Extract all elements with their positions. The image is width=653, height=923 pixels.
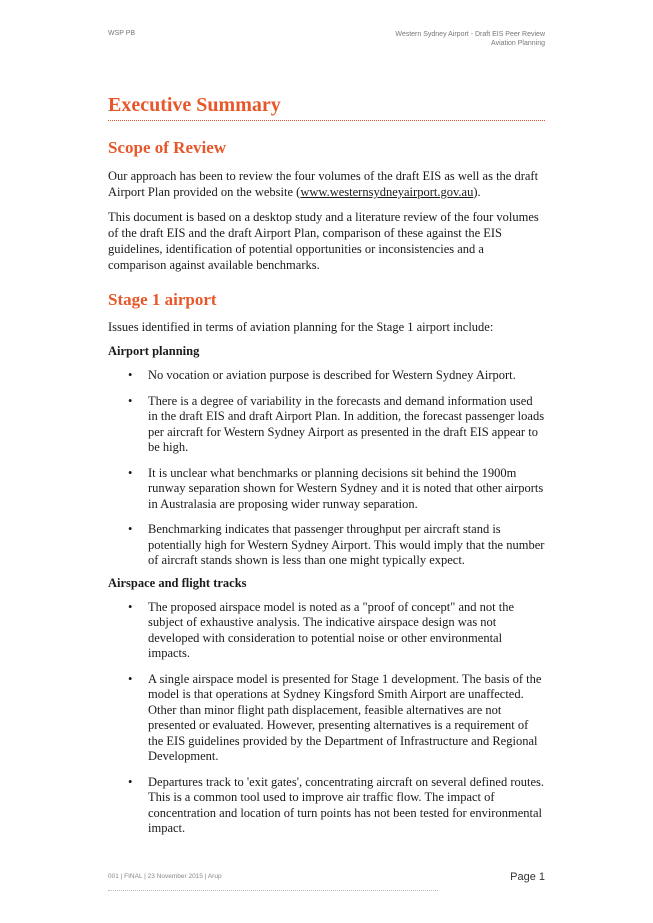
airspace-heading: Airspace and flight tracks [108, 575, 247, 590]
list-item [108, 522, 545, 569]
list-item [108, 672, 545, 765]
footer-file-path-rule [108, 886, 438, 891]
stage1-heading: Stage 1 airport [108, 290, 217, 309]
list-item [108, 600, 545, 662]
list-item-text: A single airspace model is presented for Stage 1 development. The basis of the model is that operations at Sydney Kingsford Smith Airport are unaffected. Other than minor flight path displacement, feasible alternatives are not presented or evaluated. However, presenting alternatives is a requirement of the EIS guidelines provided by the Department of Infrastructure and Regional Development. [148, 671, 542, 763]
airport-planning-list [108, 368, 545, 569]
list-item [108, 466, 545, 513]
document-body [108, 92, 545, 837]
list-item-text: Benchmarking indicates that passenger throughput per aircraft stand is potentially high for Western Sydney Airport. This would imply that the number of aircraft stands shown is less than one might typically expect. [148, 522, 545, 567]
scope-para1-end: ). [473, 185, 481, 199]
list-item-text: No vocation or aviation purpose is described for Western Sydney Airport. [148, 368, 516, 382]
list-item [108, 775, 545, 837]
list-item-text: There is a degree of variability in the forecasts and demand information used in the draft EIS and draft Airport Plan. In addition, the forecast passenger loads per aircraft for Western Sydney Airport as presented in the draft EIS appear to be high. [148, 393, 545, 454]
scope-para1-text: Our approach has been to review the four volumes of the draft EIS as well as the draft Airport Plan provided on the website ( [108, 169, 539, 199]
bullet-icon: • [128, 465, 133, 480]
list-item [108, 394, 545, 456]
bullet-icon: • [128, 599, 133, 614]
website-link[interactable]: www.westernsydneyairport.gov.au [300, 185, 474, 199]
header-right [395, 30, 545, 48]
list-item-text: It is unclear what benchmarks or planning decisions sit behind the 1900m runway separation shown for Western Sydney and it is noted that other airports in Australasia are proposing wider runway separation. [148, 465, 544, 511]
bullet-icon: • [128, 393, 133, 408]
page-title: Executive Summary [108, 92, 545, 121]
footer-left: 001 | FINAL | 23 November 2015 | Arup [108, 873, 222, 880]
bullet-icon: • [128, 368, 133, 382]
stage1-intro: Issues identified in terms of aviation planning for the Stage 1 airport include: [108, 320, 494, 334]
header-right-line1: Western Sydney Airport - Draft EIS Peer Review [395, 31, 545, 38]
list-item-text: The proposed airspace model is noted as a "proof of concept" and not the subject of exhaustive analysis. The indicative airspace design was not developed with consideration to potential noise or other environmental impacts. [148, 599, 514, 660]
page-number: Page 1 [510, 871, 545, 883]
header-right-line2: Aviation Planning [491, 40, 545, 47]
airspace-list [108, 600, 545, 837]
header-left: WSP PB [108, 30, 136, 37]
bullet-icon: • [128, 671, 133, 686]
bullet-icon: • [128, 522, 133, 536]
list-item-text: Departures track to 'exit gates', concentrating aircraft on several defined routes. This is a common tool used to improve air traffic flow. The impact of concentration and location of turn points has not been tested for environmental impact. [148, 774, 544, 835]
bullet-icon: • [128, 774, 133, 789]
scope-paragraph-1 [108, 168, 545, 200]
scope-heading: Scope of Review [108, 138, 227, 157]
airport-planning-heading: Airport planning [108, 344, 200, 358]
list-item [108, 368, 545, 384]
scope-paragraph-2: This document is based on a desktop study and a literature review of the four volumes of the draft EIS and the draft Airport Plan, comparison of these against the EIS guidelines, identification of potential opportunities or inconsistencies and a comparison against available benchmarks. [108, 210, 539, 272]
